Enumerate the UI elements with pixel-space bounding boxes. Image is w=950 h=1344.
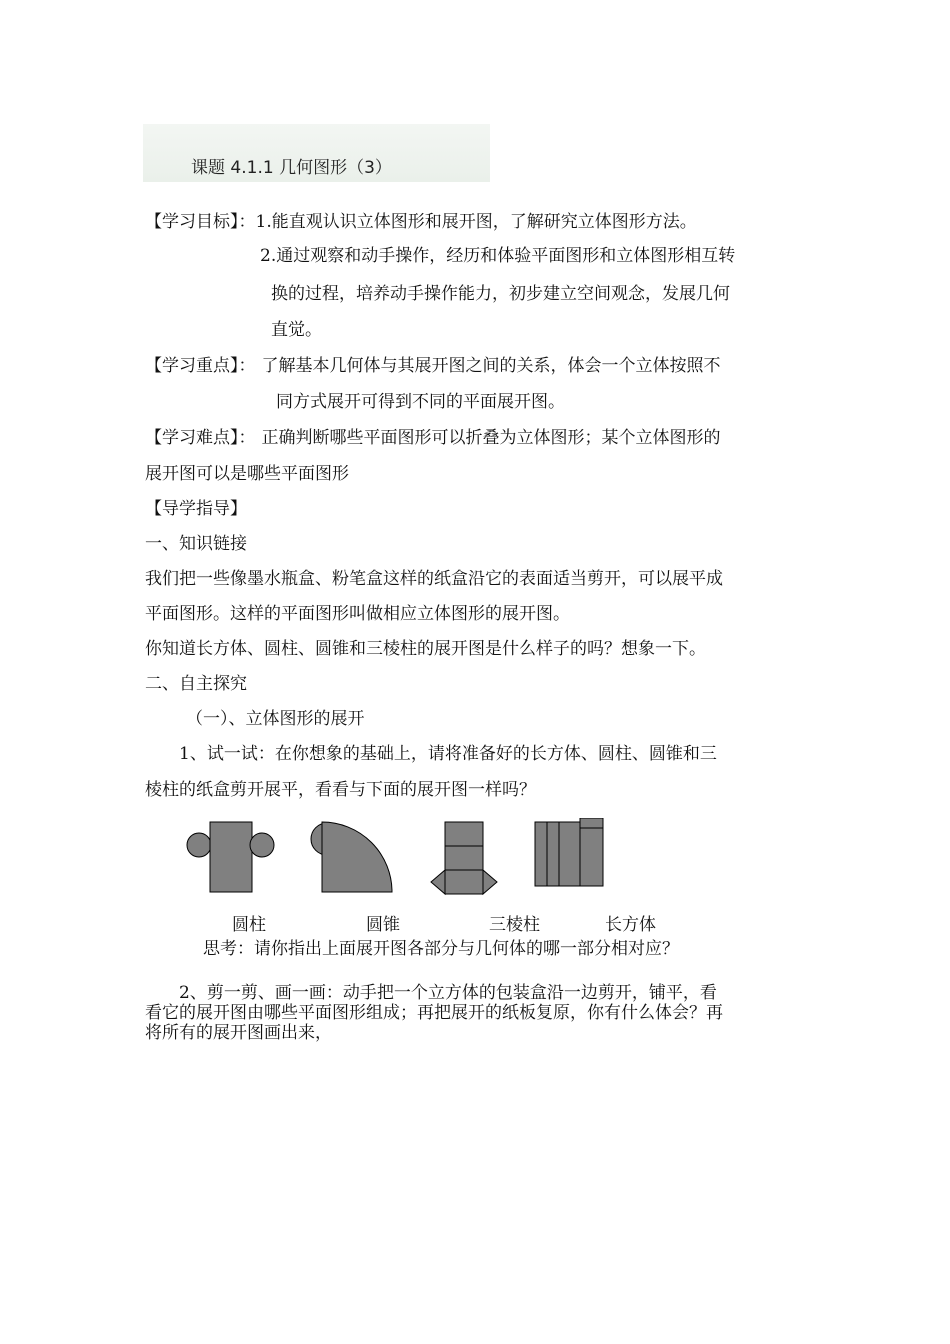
section2-subheading: （一）、立体图形的展开 <box>186 709 365 729</box>
difficulties-row <box>145 428 721 448</box>
think-question: 思考：请你指出上面展开图各部分与几何体的哪一部分相对应？ <box>203 939 679 959</box>
cut-draw-line1: 2、剪一剪、画一画：动手把一个立方体的包装盒沿一边剪开，铺平，看 <box>179 983 717 1003</box>
key-points-line2: 同方式展开可得到不同的平面展开图。 <box>276 392 565 412</box>
difficulties-label: 【学习难点】： <box>145 428 256 448</box>
page-title: 课题 4.1.1 几何图形（3） <box>191 158 392 178</box>
guide-heading: 【导学指导】 <box>145 499 247 519</box>
caption-triangular-prism: 三棱柱 <box>489 915 540 935</box>
cone-net <box>311 822 392 892</box>
objectives-label: 【学习目标】： <box>145 212 256 232</box>
cut-draw-line2: 看它的展开图由哪些平面图形组成；再把展开的纸板复原，你有什么体会？再 <box>145 1003 723 1023</box>
cylinder-net <box>187 822 274 892</box>
caption-cone: 圆锥 <box>366 915 400 935</box>
key-points-row <box>145 356 721 376</box>
triangular-prism-net <box>431 822 497 894</box>
objective-2-line3: 直觉。 <box>271 320 322 340</box>
objective-2-line1: 2.通过观察和动手操作，经历和体验平面图形和立体图形相互转 <box>260 246 736 266</box>
cut-draw-line3: 将所有的展开图画出来， <box>145 1023 332 1043</box>
objectives-row <box>145 212 697 232</box>
key-points-line1: 了解基本几何体与其展开图之间的关系，体会一个立体按照不 <box>261 356 721 376</box>
section2-heading: 二、自主探究 <box>145 674 247 694</box>
objective-1: 1.能直观认识立体图形和展开图，了解研究立体图形方法。 <box>255 212 697 232</box>
difficulties-line2: 展开图可以是哪些平面图形 <box>145 464 349 484</box>
objective-2-line2: 换的过程，培养动手操作能力，初步建立空间观念，发展几何 <box>271 284 730 304</box>
difficulties-line1: 正确判断哪些平面图形可以折叠为立体图形；某个立体图形的 <box>261 428 721 448</box>
caption-cuboid: 长方体 <box>605 915 656 935</box>
try-line1: 1、试一试：在你想象的基础上，请将准备好的长方体、圆柱、圆锥和三 <box>179 744 717 764</box>
try-line2: 棱柱的纸盒剪开展平，看看与下面的展开图一样吗？ <box>145 780 536 800</box>
section1-paragraph2: 你知道长方体、圆柱、圆锥和三棱柱的展开图是什么样子的吗？想象一下。 <box>145 639 706 659</box>
key-points-label: 【学习重点】： <box>145 356 256 376</box>
cuboid-net <box>535 818 603 886</box>
section1-paragraph1-line2: 平面图形。这样的平面图形叫做相应立体图形的展开图。 <box>145 604 570 624</box>
section1-paragraph1-line1: 我们把一些像墨水瓶盒、粉笔盒这样的纸盒沿它的表面适当剪开，可以展平成 <box>145 569 723 589</box>
caption-cylinder: 圆柱 <box>232 915 266 935</box>
nets-figure <box>180 818 610 900</box>
section1-heading: 一、知识链接 <box>145 534 247 554</box>
